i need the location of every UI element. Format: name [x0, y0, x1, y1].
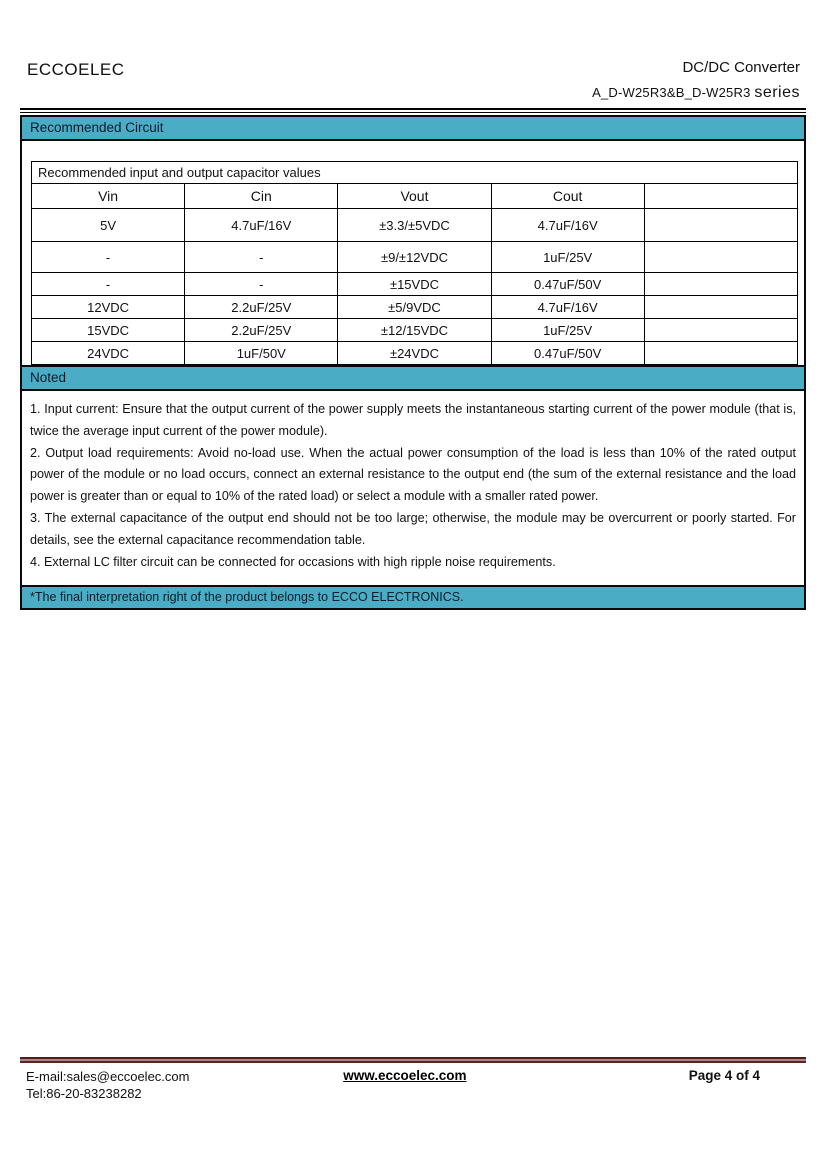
table-cell: -	[32, 242, 185, 273]
page-header	[20, 60, 806, 101]
table-cell	[644, 296, 797, 319]
table-cell: ±3.3/±5VDC	[338, 209, 491, 242]
capacitor-table-section	[22, 141, 804, 365]
table-cell	[644, 342, 797, 365]
table-cell: 1uF/25V	[491, 242, 644, 273]
table-cell: 1uF/50V	[185, 342, 338, 365]
note-4: 4. External LC filter circuit can be connected for occasions with high ripple noise requirements.	[30, 554, 556, 569]
capacitor-table	[31, 161, 798, 365]
table-cell: ±5/9VDC	[338, 296, 491, 319]
page-number: Page 4 of 4	[688, 1068, 761, 1083]
table-cell: 4.7uF/16V	[491, 209, 644, 242]
header-right	[592, 60, 800, 101]
col-header-empty	[644, 184, 797, 209]
page-content	[20, 0, 806, 610]
table-caption-row	[32, 162, 798, 184]
table-row	[32, 319, 798, 342]
table-cell: 15VDC	[32, 319, 185, 342]
table-cell	[644, 319, 797, 342]
col-header-vin: Vin	[32, 184, 185, 209]
section-title-noted: Noted	[22, 365, 804, 391]
table-cell: -	[32, 273, 185, 296]
table-cell	[644, 209, 797, 242]
footer-content	[20, 1068, 806, 1102]
table-cell	[644, 242, 797, 273]
table-cell: 2.2uF/25V	[185, 296, 338, 319]
table-cell: 1uF/25V	[491, 319, 644, 342]
series-word: series	[754, 84, 800, 101]
table-cell: ±12/15VDC	[338, 319, 491, 342]
table-cell: ±15VDC	[338, 273, 491, 296]
page-footer	[20, 1057, 806, 1102]
note-1: 1. Input current: Ensure that the output current of the power supply meets the instantaneous starting current of the power module (that is, twice the average input current of the power module).	[30, 402, 796, 438]
table-cell: 0.47uF/50V	[491, 273, 644, 296]
table-caption: Recommended input and output capacitor values	[32, 162, 798, 184]
footer-divider	[20, 1057, 806, 1063]
footer-page-wrap	[523, 1068, 806, 1102]
table-cell: 2.2uF/25V	[185, 319, 338, 342]
table-cell: 4.7uF/16V	[491, 296, 644, 319]
series-title	[592, 85, 800, 101]
series-model: A_D-W25R3&B_D-W25R3	[592, 85, 751, 100]
company-name: ECCOELEC	[27, 60, 125, 79]
table-row	[32, 273, 798, 296]
table-cell	[644, 273, 797, 296]
note-3: 3. The external capacitance of the output end should not be too large; otherwise, the module may be overcurrent or poorly started. For details, see the external capacitance recommendation table.	[30, 510, 796, 547]
note-2: 2. Output load requirements: Avoid no-load use. When the actual power consumption of the load is less than 10% of the rated output power of the module or no load occurs, connect an external resistance to the output end (the sum of the external resistance and the load power is greater than or equal to 10% of the rated load) or select a module with a smaller rated power.	[30, 445, 796, 504]
table-row	[32, 296, 798, 319]
table-row	[32, 209, 798, 242]
footer-website-link[interactable]: www.eccoelec.com	[343, 1068, 467, 1083]
footer-website-wrap	[286, 1068, 523, 1102]
col-header-cout: Cout	[491, 184, 644, 209]
table-cell: 12VDC	[32, 296, 185, 319]
table-row	[32, 242, 798, 273]
section-title-recommended-circuit: Recommended Circuit	[22, 117, 804, 141]
table-cell: 0.47uF/50V	[491, 342, 644, 365]
footer-email: E-mail:sales@eccoelec.com	[26, 1069, 190, 1084]
table-cell: 24VDC	[32, 342, 185, 365]
product-title: DC/DC Converter	[682, 59, 800, 76]
table-cell: 4.7uF/16V	[185, 209, 338, 242]
table-cell: 5V	[32, 209, 185, 242]
table-cell: ±24VDC	[338, 342, 491, 365]
table-row	[32, 342, 798, 365]
notes-section	[22, 391, 804, 585]
table-header-row	[32, 184, 798, 209]
footer-contact	[20, 1068, 286, 1102]
main-box	[20, 115, 806, 610]
table-cell: -	[185, 273, 338, 296]
col-header-cin: Cin	[185, 184, 338, 209]
final-interpretation-note: *The final interpretation right of the product belongs to ECCO ELECTRONICS.	[22, 585, 804, 608]
table-cell: ±9/±12VDC	[338, 242, 491, 273]
header-divider	[20, 108, 806, 113]
table-cell: -	[185, 242, 338, 273]
col-header-vout: Vout	[338, 184, 491, 209]
footer-tel: Tel:86-20-83238282	[26, 1086, 142, 1101]
